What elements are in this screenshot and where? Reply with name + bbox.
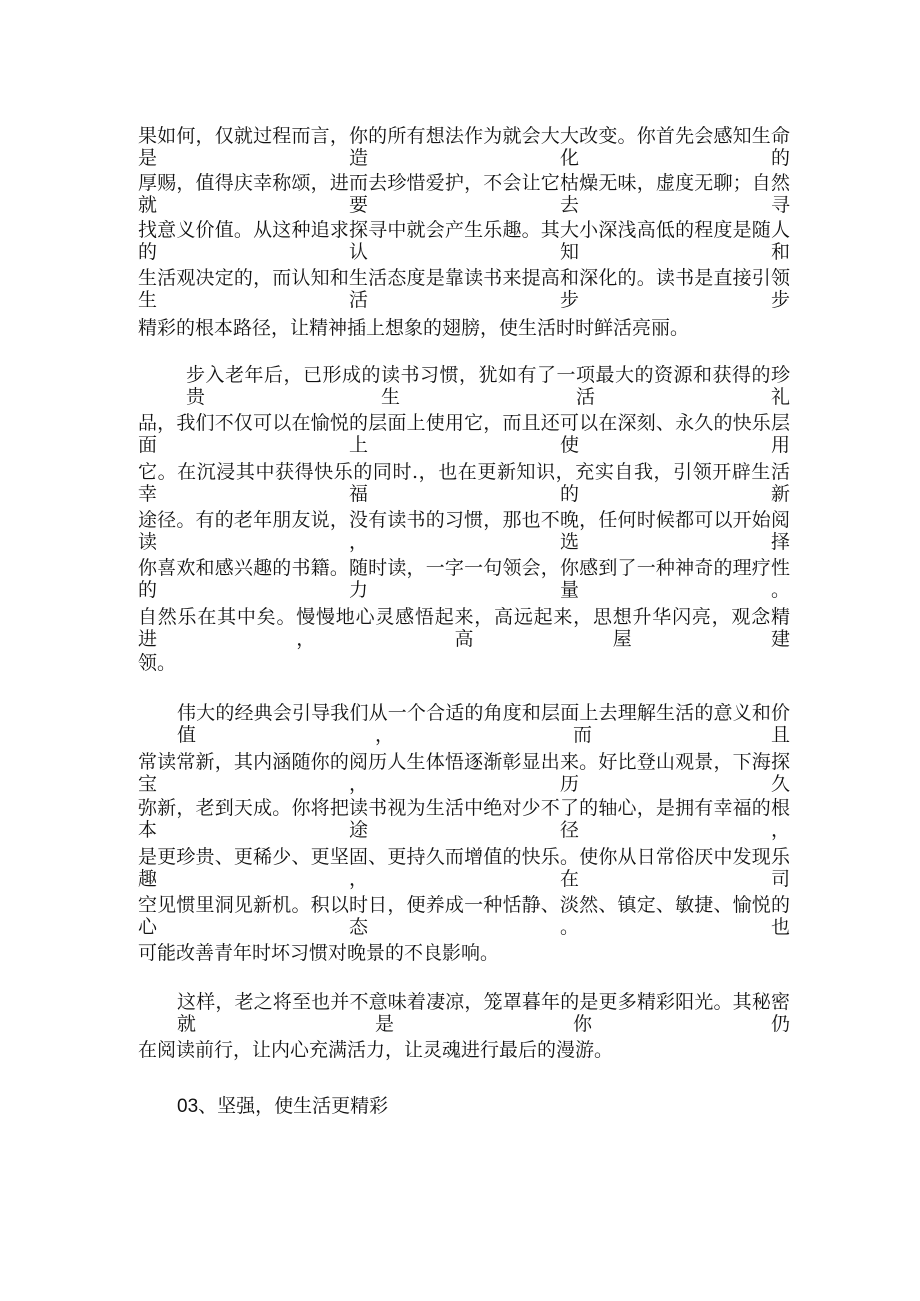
text-line: 自然乐在其中矣。慢慢地心灵感悟起来，高远起来，思想升华闪亮，观念精进，高屋建 [138, 606, 790, 650]
text-line: 生活观决定的，而认知和生活态度是靠读书来提高和深化的。读书是直接引领生活步步 [138, 267, 790, 311]
text-line: 在阅读前行，让内心充满活力，让灵魂进行最后的漫游。 [138, 1039, 614, 1061]
text-line: 步入老年后，已形成的读书习惯，犹如有了一项最大的资源和获得的珍贵生活礼 [186, 364, 790, 408]
section-heading: 03、坚强，使生活更精彩 [177, 1096, 389, 1117]
text-line: 它。在沉浸其中获得快乐的同时.，也在更新知识，充实自我，引领开辟生活幸福的新 [138, 461, 790, 505]
text-line: 找意义价值。从这种追求探寻中就会产生乐趣。其大小深浅高低的程度是随人的认知和 [138, 219, 790, 263]
text-line: 可能改善青年时坏习惯对晚景的不良影响。 [138, 942, 500, 964]
text-line: 精彩的根本路径，让精神插上想象的翅膀，使生活时时鲜活亮丽。 [138, 317, 690, 339]
text-line: 你喜欢和感兴趣的书籍。随时读，一字一句领会，你感到了一种神奇的理疗性的力量。 [138, 557, 790, 601]
text-line: 领。 [138, 652, 177, 674]
text-line: 是更珍贵、更稀少、更坚固、更持久而增值的快乐。使你从日常俗厌中发现乐趣，在司 [138, 846, 790, 890]
text-line: 厚赐，值得庆幸称颂，进而去珍惜爱护，不会让它枯燥无味，虚度无聊；自然就要去寻 [138, 172, 790, 216]
text-line: 弥新，老到天成。你将把读书视为生活中绝对少不了的轴心，是拥有幸福的根本途径， [138, 797, 790, 841]
text-line: 空见惯里洞见新机。积以时日，便养成一种恬静、淡然、镇定、敏捷、愉悦的心态。也 [138, 894, 790, 938]
text-line: 伟大的经典会引导我们从一个合适的角度和层面上去理解生活的意义和价值，而且 [177, 702, 790, 746]
text-line: 常读常新，其内涵随你的阅历人生体悟逐渐彰显出来。好比登山观景，下海探宝，历久 [138, 751, 790, 795]
text-line: 品，我们不仅可以在愉悦的层面上使用它，而且还可以在深刻、永久的快乐层面上使用 [138, 412, 790, 456]
text-line: 这样，老之将至也并不意味着凄凉，笼罩暮年的是更多精彩阳光。其秘密就是你仍 [177, 991, 790, 1035]
text-line: 果如何，仅就过程而言，你的所有想法作为就会大大改变。你首先会感知生命是造化的 [138, 125, 790, 169]
text-line: 途径。有的老年朋友说，没有读书的习惯，那也不晚，任何时候都可以开始阅读，选择 [138, 509, 790, 553]
